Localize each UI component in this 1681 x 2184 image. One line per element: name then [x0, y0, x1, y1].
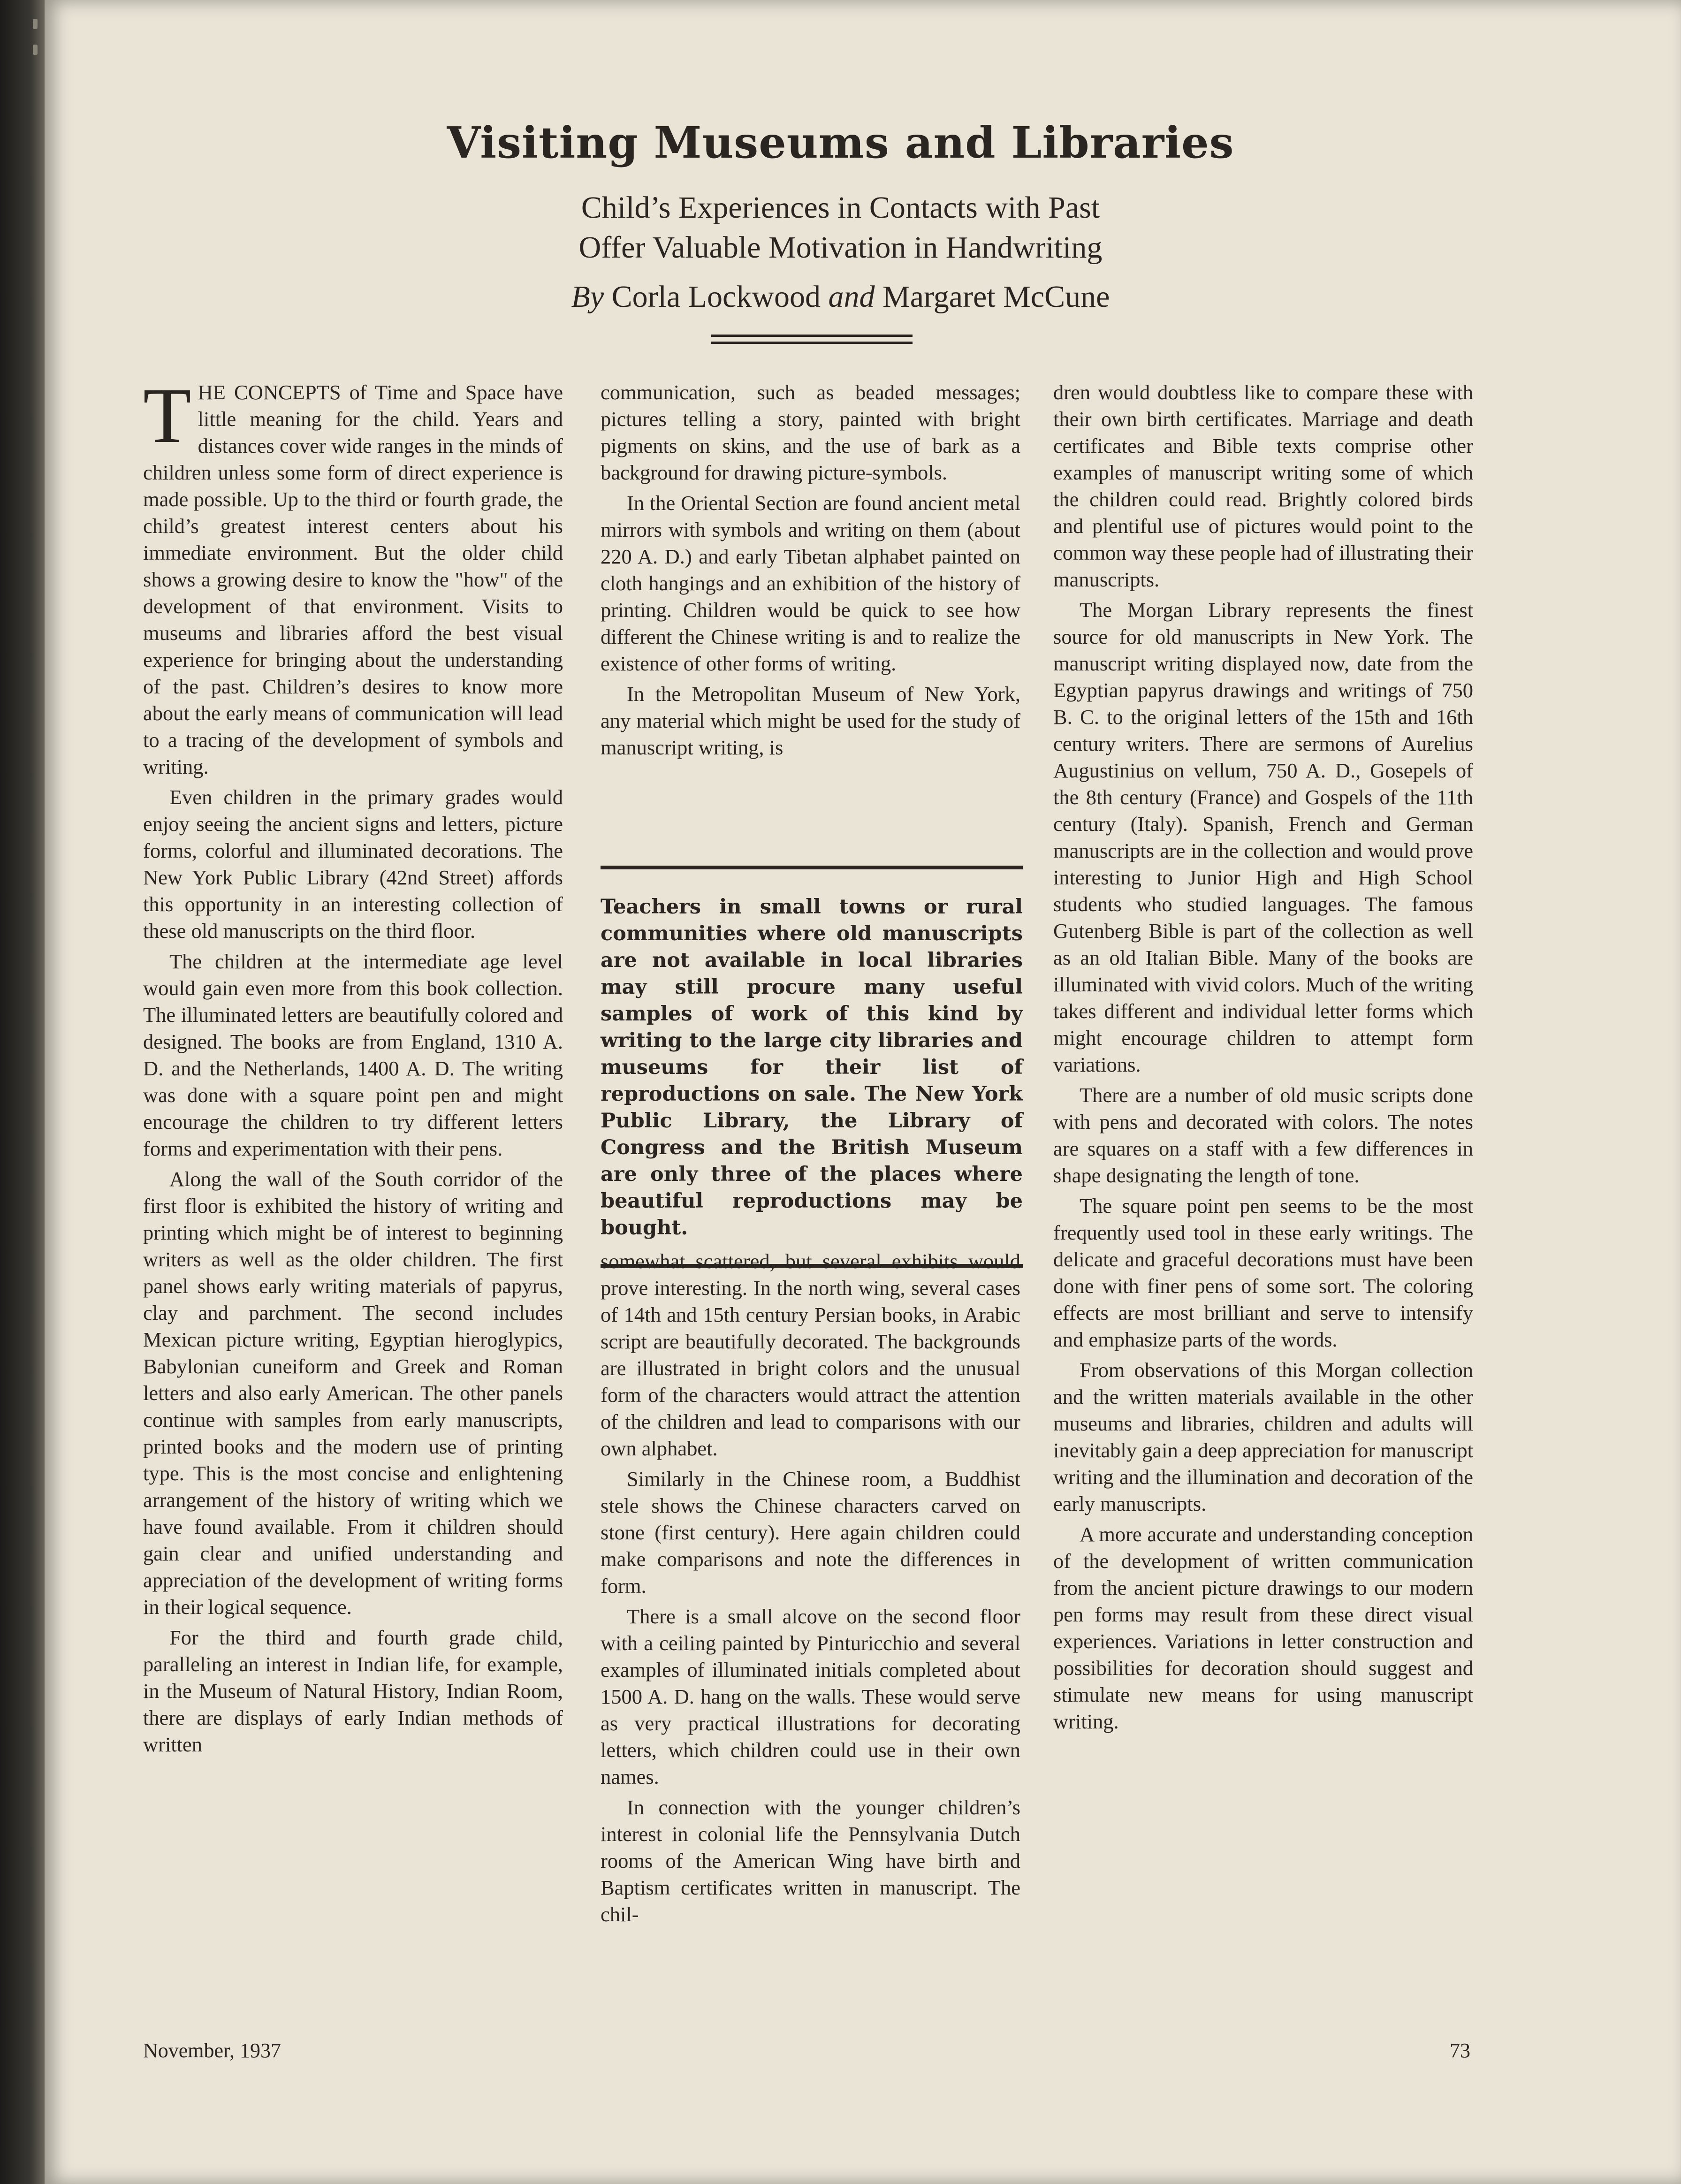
paragraph: communication, such as beaded messages; pictures telling a story, painted with bright pigments on skins, and the use of bark as a background for drawing picture-symbols. [601, 380, 1020, 484]
binding-stitch [33, 45, 38, 55]
pull-quote-text: Teachers in small towns or rural communities where old manuscripts are not available in local libraries may still procure many useful samples of work of this kind by writing to the large city libraries and museums for their list of reproductions on sale. The New York Public Library, the Library of Congress and the British Museum are only three of the places where beautiful reproductions may be bought. [601, 895, 1023, 1240]
title-divider-rule [711, 335, 913, 344]
paragraph: In the Metropolitan Museum of New York, any material which might be used for the study of manuscript writing, is [601, 682, 1020, 759]
column-2-top [601, 379, 1020, 765]
footer-date: November, 1937 [143, 2039, 281, 2062]
paragraph: Even children in the primary grades would enjoy seeing the ancient signs and letters, picture forms, colorful and illuminated decorations. The New York Public Library (42nd Street) affords this opportunity in an interesting collection of these old manuscripts on the third floor. [143, 785, 563, 943]
paragraph: There are a number of old music scripts done with pens and decorated with colors. The notes are squares on a staff with a few differences in shape designating the length of tone. [1053, 1083, 1473, 1187]
paragraph [143, 372, 563, 780]
paragraph: Along the wall of the South corridor of the first floor is exhibited the history of writing and printing which might be of interest to beginning writers as well as the older children. The first panel shows early writing materials of papyrus, clay and parchment. The second includes Mexican picture writing, Egyptian hieroglypics, Babylonian cuneiform and Greek and Roman letters and also early American. The other panels continue with samples from early manuscripts, printed books and the modern use of printing type. This is the most concise and enlightening arrangement of the history of writing which we have found available. From it children should gain clear and unified understanding and appreciation of the development of writing forms in their logical sequence. [143, 1167, 563, 1619]
article-subtitle-line-1: Child’s Experiences in Contacts with Past [581, 190, 1100, 225]
paragraph: In the Oriental Section are found ancient metal mirrors with symbols and writing on them (about 220 A. D.) and early Tibetan alphabet painted on cloth hangings and an exhibition of the history of printing. Children would be quick to see how different the Chinese writing is and to realize the existence of other forms of writing. [601, 491, 1020, 675]
author-2: Margaret McCune [882, 280, 1110, 314]
paragraph: The Morgan Library represents the finest source for old manuscripts in New York. The manuscript writing displayed now, date from the Egyptian papyrus drawings and writings of 750 B. C. to the original letters of the 15th and 16th century writers. There are sermons of Aurelius Augustinius on vellum, 750 A. D., Gosepels of the 8th century (France) and Gospels of the 11th century (Italy). Spanish, French and German manuscripts are in the collection and would prove interesting to Junior High and High School students who studied languages. The famous Gutenberg Bible is part of the collection as well as an old Italian Bible. Many of the books are illuminated with vivid colors. Much of the writing takes different and individual letter forms which might encourage children to attempt form variations. [1053, 598, 1473, 1076]
binding-stitch [33, 19, 38, 29]
paragraph: For the third and fourth grade child, paralleling an interest in Indian life, for example, in the Museum of Natural History, Indian Room, there are displays of early Indian methods of written [143, 1626, 563, 1756]
byline-by: By [571, 280, 604, 314]
column-1 [143, 372, 563, 1762]
page-number: 73 [1450, 2039, 1470, 2062]
paragraph: dren would doubtless like to compare these with their own birth certificates. Marriage and death certificates and Bible texts comprise other examples of manuscript writing some of which the children could read. Brightly colored birds and plentiful use of pictures would point to the common way these people had of illustrating their manuscripts. [1053, 380, 1473, 591]
byline [0, 279, 1681, 315]
paragraph: somewhat scattered, but several exhibits would prove interesting. In the north wing, several cases of 14th and 15th century Persian books, in Arabic script are beautifully decorated. The backgrounds are illustrated in bright colors and the unusual form of the characters would attract the attention of the children and lead to comparisons with our own alphabet. [601, 1249, 1020, 1460]
paragraph: In connection with the younger children’s interest in colonial life the Pennsylvania Dutch rooms of the American Wing have birth and Baptism certificates written in manuscript. The chil- [601, 1796, 1020, 1926]
column-2-bottom [601, 1248, 1020, 1932]
column-3 [1053, 379, 1473, 1739]
paragraph: The children at the intermediate age level would gain even more from this book collection. The illuminated letters are beautifully colored and designed. The books are from England, 1310 A. D. and the Netherlands, 1400 A. D. The writing was done with a square point pen and might encourage the children to try different letters forms and experimentation with their pens. [143, 950, 563, 1160]
article-subtitle-line-2: Offer Valuable Motivation in Handwriting [578, 230, 1103, 265]
drop-cap: T [143, 372, 191, 459]
author-1: Corla Lockwood [611, 280, 821, 314]
paragraph: Similarly in the Chinese room, a Buddhist stele shows the Chinese characters carved on stone (first century). Here again children could make comparisons and note the differences in form. [601, 1467, 1020, 1598]
byline-and: and [828, 280, 875, 314]
paragraph: There is a small alcove on the second floor with a ceiling painted by Pinturicchio and several examples of illuminated initials completed about 1500 A. D. hang on the walls. These would serve as very practical illustrations for decorating letters, which children could use in their own names. [601, 1605, 1020, 1788]
paragraph: From observations of this Morgan collection and the written materials available in the other museums and libraries, children and adults will inevitably gain a deep appreciation for manuscript writing and the illumination and decoration of the early manuscripts. [1053, 1358, 1473, 1515]
pull-quote-box [601, 866, 1023, 1268]
paragraph-text: HE CONCEPTS of Time and Space have little meaning for the child. Years and distances cover wide ranges in the minds of children unless some form of direct experience is made possible. Up to the third or fourth grade, the child’s greatest interest centers about his immediate environment. But the older child shows a growing desire to know the "how" of the development of that environment. Visits to museums and libraries afford the best visual experience for bringing about the understanding of the past. Children’s desires to know more about the early means of communication will lead to a tracing of the development of symbols and writing. [143, 380, 563, 778]
book-spine-edge [0, 0, 45, 2184]
article-title: Visiting Museums and Libraries [447, 117, 1234, 168]
paragraph: A more accurate and understanding conception of the development of written communication from the ancient picture drawings to our modern pen forms may result from these direct visual experiences. Variations in letter construction and possibilities for decoration should suggest and stimulate new means for using manuscript writing. [1053, 1522, 1473, 1733]
paragraph: The square point pen seems to be the most frequently used tool in these early writings. The delicate and graceful decorations must have been done with finer pens of some sort. The coloring effects are most brilliant and serve to intensify and emphasize parts of the words. [1053, 1194, 1473, 1351]
